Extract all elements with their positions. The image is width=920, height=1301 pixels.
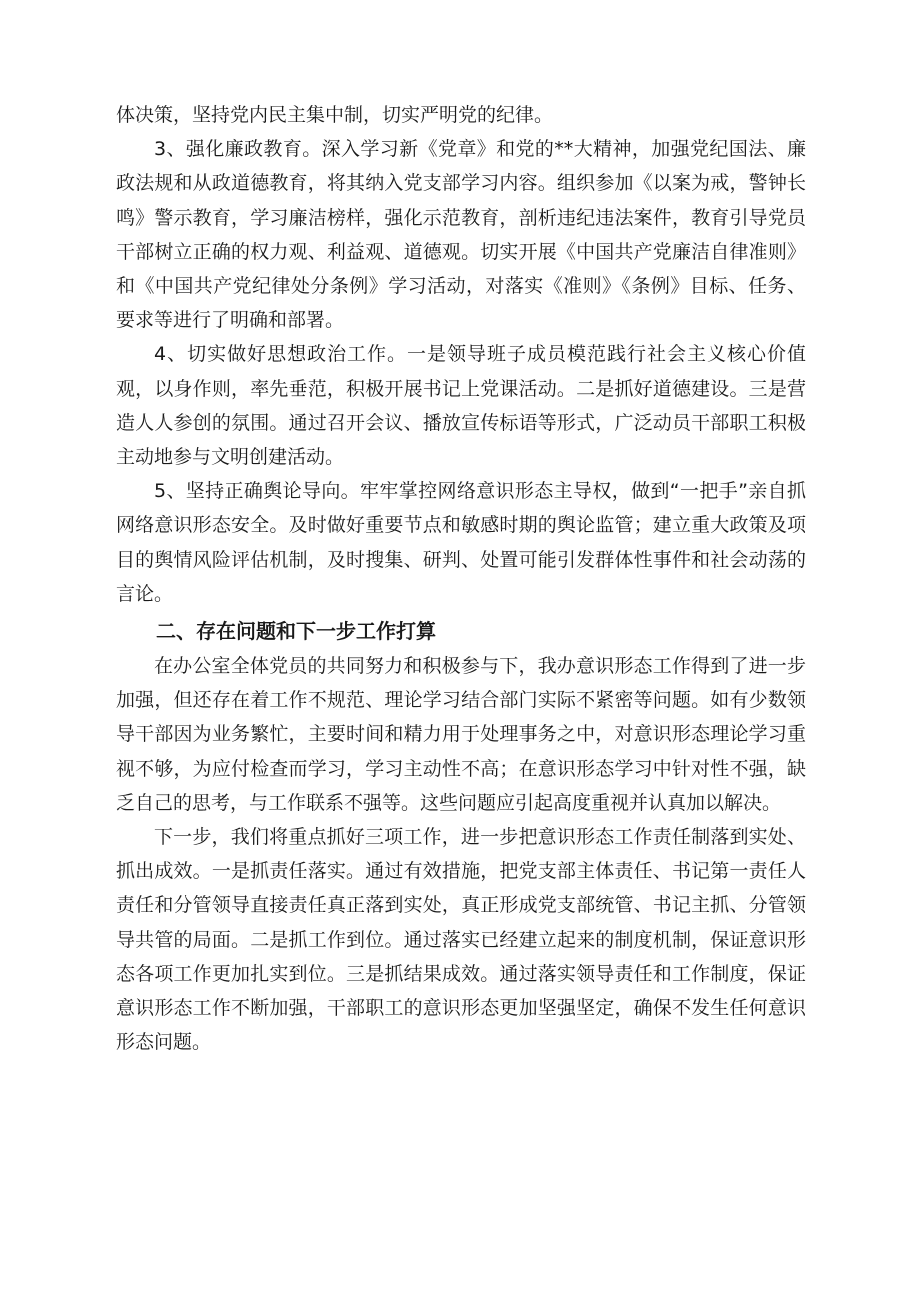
paragraph-item-4: 4、切实做好思想政治工作。一是领导班子成员模范践行社会主义核心价值观，以身作则，率先垂范，积极开展书记上党课活动。二是抓好道德建设。三是营造人人参创的氛围。通过召开会议、播放宣传标语等形式，广泛动员干部职工积极主动地参与文明创建活动。: [116, 343, 806, 469]
paragraph-item-5: 5、坚持正确舆论导向。牢牢掌控网络意识形态主导权，做到“一把手”亲自抓网络意识形态安全。及时做好重要节点和敏感时期的舆论监管；建立重大政策及项目的舆情风险评估机制，及时搜集、研判、处置可能引发群体性事件和社会动荡的言论。: [116, 480, 806, 605]
paragraph-next-steps: 下一步，我们将重点抓好三项工作，进一步把意识形态工作责任制落到实处、抓出成效。一是抓责任落实。通过有效措施，把党支部主体责任、书记第一责任人责任和分管领导直接责任真正落到实处，真正形成党支部统管、书记主抓、分管领导共管的局面。二是抓工作到位。通过落实已经建立起来的制度机制，保证意识形态各项工作更加扎实到位。三是抓结果成效。通过落实领导责任和工作制度，保证意识形态工作不断加强，干部职工的意识形态更加坚强坚定，确保不发生任何意识形态问题。: [116, 826, 806, 1054]
document-page: [116, 98, 806, 1059]
paragraph-continuation: 体决策，坚持党内民主集中制，切实严明党的纪律。: [116, 104, 554, 126]
section-heading: 二、存在问题和下一步工作打算: [156, 619, 436, 644]
paragraph-problems: 在办公室全体党员的共同努力和积极参与下，我办意识形态工作得到了进一步加强，但还存在着工作不规范、理论学习结合部门实际不紧密等问题。如有少数领导干部因为业务繁忙，主要时间和精力用于处理事务之中，对意识形态理论学习重视不够，为应付检查而学习，学习主动性不高；在意识形态学习中针对性不强，缺乏自己的思考，与工作联系不强等。这些问题应引起高度重视并认真加以解决。: [116, 655, 806, 814]
paragraph-item-3: 3、强化廉政教育。深入学习新《党章》和党的**大精神，加强党纪国法、廉政法规和从政道德教育，将其纳入党支部学习内容。组织参加《以案为戒，警钟长鸣》警示教育，学习廉洁榜样，强化示范教育，剖析违纪违法案件，教育引导党员干部树立正确的权力观、利益观、道德观。切实开展《中国共产党廉洁自律准则》和《中国共产党纪律处分条例》学习活动，对落实《准则》《条例》目标、任务、要求等进行了明确和部署。: [116, 138, 806, 332]
